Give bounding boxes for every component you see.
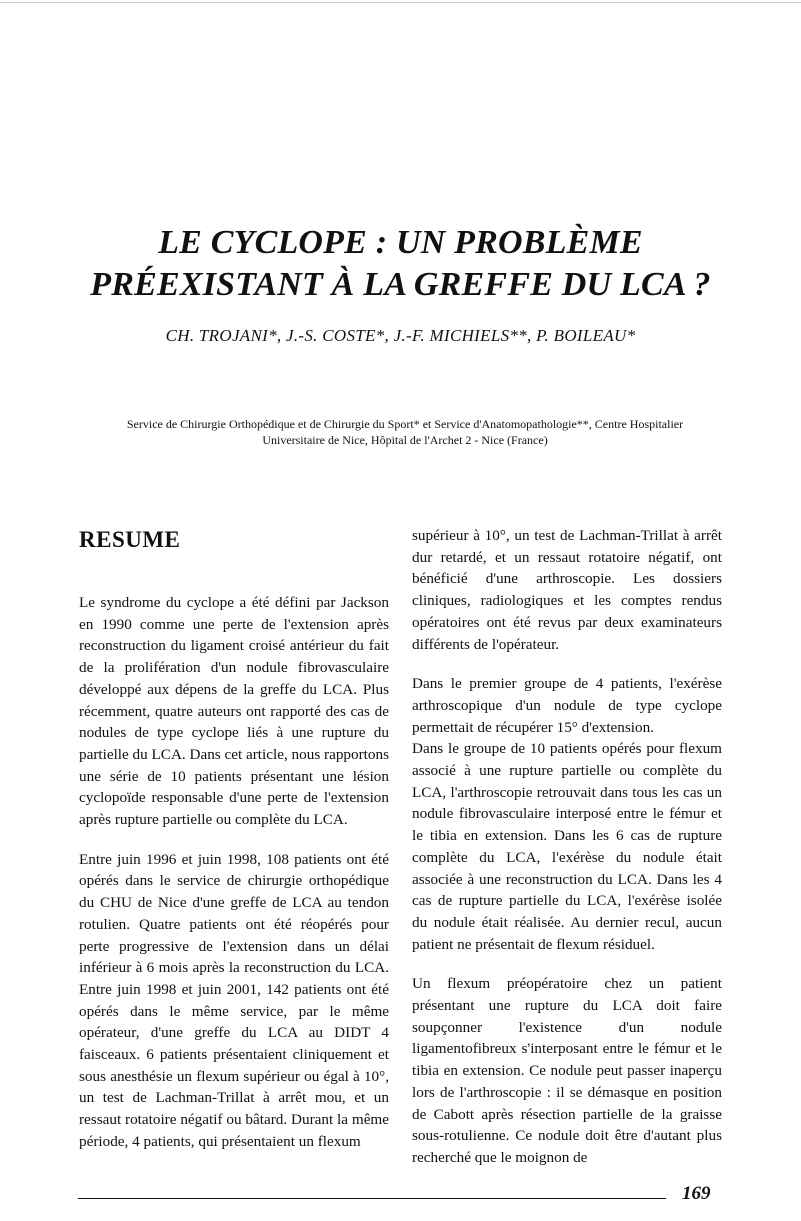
affiliation-line-2: Universitaire de Nice, Hôpital de l'Archet 2 - Nice (France) xyxy=(262,433,548,447)
title-line-2: PRÉEXISTANT À LA GREFFE DU LCA ? xyxy=(90,266,711,303)
right-paragraph-2: Dans le premier groupe de 4 patients, l'exérèse arthroscopique d'un nodule de type cyclope permettait de récupérer 15° d'extension. xyxy=(412,675,722,736)
right-paragraph-3: Dans le groupe de 10 patients opérés pour flexum associé à une rupture partielle ou complète du LCA, l'arthroscopie retrouvait dans tous les cas un nodule fibrovasculaire interposé entre le fémur et le tibia en extension. Dans les 6 cas de rupture complète du LCA, l'exérèse du nodule était associée à une reconstruction du LCA. Dans les 4 cas de rupture partielle du LCA, l'exérèse isolée du nodule était réalisée. Au dernier recul, aucun patient ne présentait de flexum résiduel. xyxy=(412,740,722,953)
authors: CH. TROJANI*, J.-S. COSTE*, J.-F. MICHIELS**, P. BOILEAU* xyxy=(165,326,636,345)
section-heading-resume: RESUME xyxy=(79,527,181,552)
affiliation-line-1: Service de Chirurgie Orthopédique et de Chirurgie du Sport* et Service d'Anatomopathologie**, Centre Hospitalier xyxy=(126,417,684,431)
right-paragraph-1: supérieur à 10°, un test de Lachman-Trillat à arrêt dur retardé, et un ressaut rotatoire négatif, ont bénéficié d'une arthroscopie. Les dossiers cliniques, radiologiques et les comptes rendus opératoires ont été revus par deux examinateurs différents de l'opérateur. xyxy=(412,527,722,653)
left-paragraph-1: Le syndrome du cyclope a été défini par Jackson en 1990 comme une perte de l'extension après reconstruction du ligament croisé antérieur du fait de la prolifération d'un nodule fibrovasculaire développé aux dépens de la greffe du LCA. Plus récemment, quatre auteurs ont rapporté des cas de nodules de type cyclope liés à une rupture du partielle du LCA. Dans cet article, nous rapportons une série de 10 patients présentant une lésion cyclopoïde responsable d'une perte de l'extension après rupture partielle ou complète du LCA. xyxy=(79,594,389,829)
left-column xyxy=(79,526,389,1153)
affiliation xyxy=(80,416,730,448)
right-column xyxy=(412,525,722,1169)
page-number: 169 xyxy=(682,1183,711,1204)
top-rule xyxy=(0,2,801,3)
article-title xyxy=(0,222,801,306)
right-paragraph-4: Un flexum préopératoire chez un patient présentant une rupture du LCA doit faire soupçonner l'existence d'un nodule ligamentofibreux s'interposant entre le fémur et le tibia en extension. Ce nodule peut passer inaperçu lors de l'arthroscopie : il se démasque en position de Cabott après résection partielle de la graisse sous-rotulienne. Ce nodule doit être d'autant plus recherché que le moignon de xyxy=(412,975,722,1166)
left-paragraph-2: Entre juin 1996 et juin 1998, 108 patients ont été opérés dans le service de chirurgie orthopédique du CHU de Nice d'une greffe de LCA au tendon rotulien. Quatre patients ont été réopérés pour perte progressive de l'extension dans un délai inférieur à 6 mois après la reconstruction du LCA. Entre juin 1998 et juin 2001, 142 patients ont été opérés dans le même service, par le même opérateur, d'une greffe du LCA au DIDT 4 faisceaux. 6 patients présentaient cliniquement et sous anesthésie un flexum supérieur ou égal à 10°, un test de Lachman-Trillat à arrêt mou, et un ressaut rotatoire négatif ou bâtard. Durant la même période, 4 patients, qui présentaient un flexum xyxy=(79,850,389,1150)
title-line-1: LE CYCLOPE : UN PROBLÈME xyxy=(158,224,643,261)
footer-rule xyxy=(78,1198,666,1199)
